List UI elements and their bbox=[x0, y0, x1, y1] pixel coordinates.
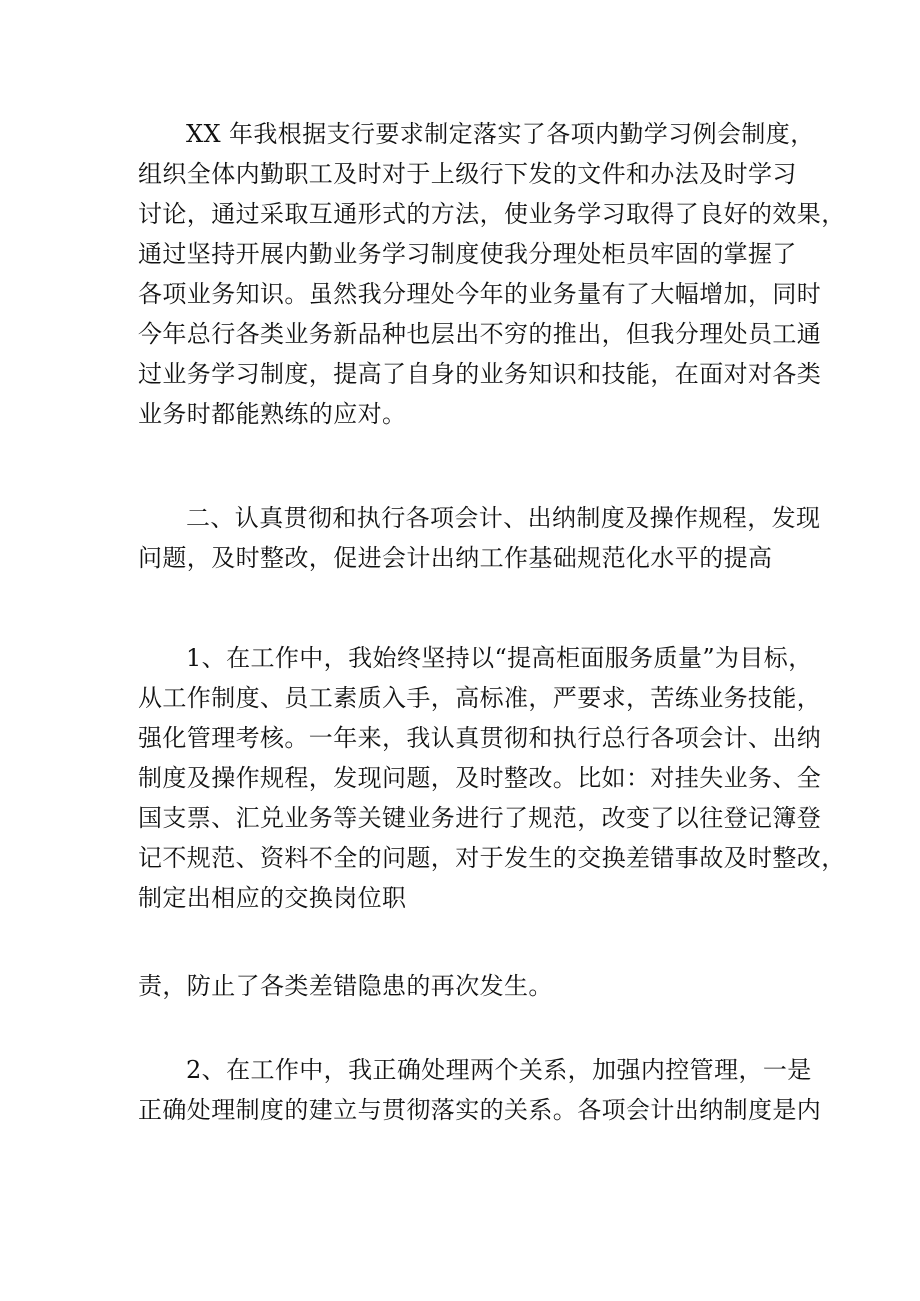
document-page: XX 年我根据支行要求制定落实了各项内勤学习例会制度， 组织全体内勤职工及时对于上级行下发的文件和办法及时学习 讨论，通过采取互通形式的方法，使业务学习取得了良好的效果， 通过坚持开展内勤业务学习制度使我分理处柜员牢固的掌握了 各项业务知识。虽然我分理处今年的业务量有了大幅增加，同时 今年总行各类业务新品种也层出不穷的推出，但我分理处员工通 过业务学习制度，提高了自身的业务知识和技能，在面对对各类 业务时都能熟练的应对。 二、认真贯彻和执行各项会计、出纳制度及操作规程，发现 问题，及时整改，促进会计出纳工作基础规范化水平的提高 1、在工作中，我始终坚持以“提高柜面服务质量”为目标， 从工作制度、员工素质入手，高标准，严要求，苦练业务技能， 强化管理考核。一年来，我认真贯彻和执行总行各项会计、出纳 制度及操作规程，发现问题，及时整改。比如：对挂失业务、全 国支票、汇兑业务等关键业务进行了规范，改变了以往登记簿登 记不规范、资料不全的问题，对于发生的交换差错事故及时整改， 制定出相应的交换岗位职 责，防止了各类差错隐患的再次发生。 2、在工作中，我正确处理两个关系，加强内控管理，一是 正确处理制度的建立与贯彻落实的关系。各项会计出纳制度是内 bbox=[138, 120, 846, 1124]
